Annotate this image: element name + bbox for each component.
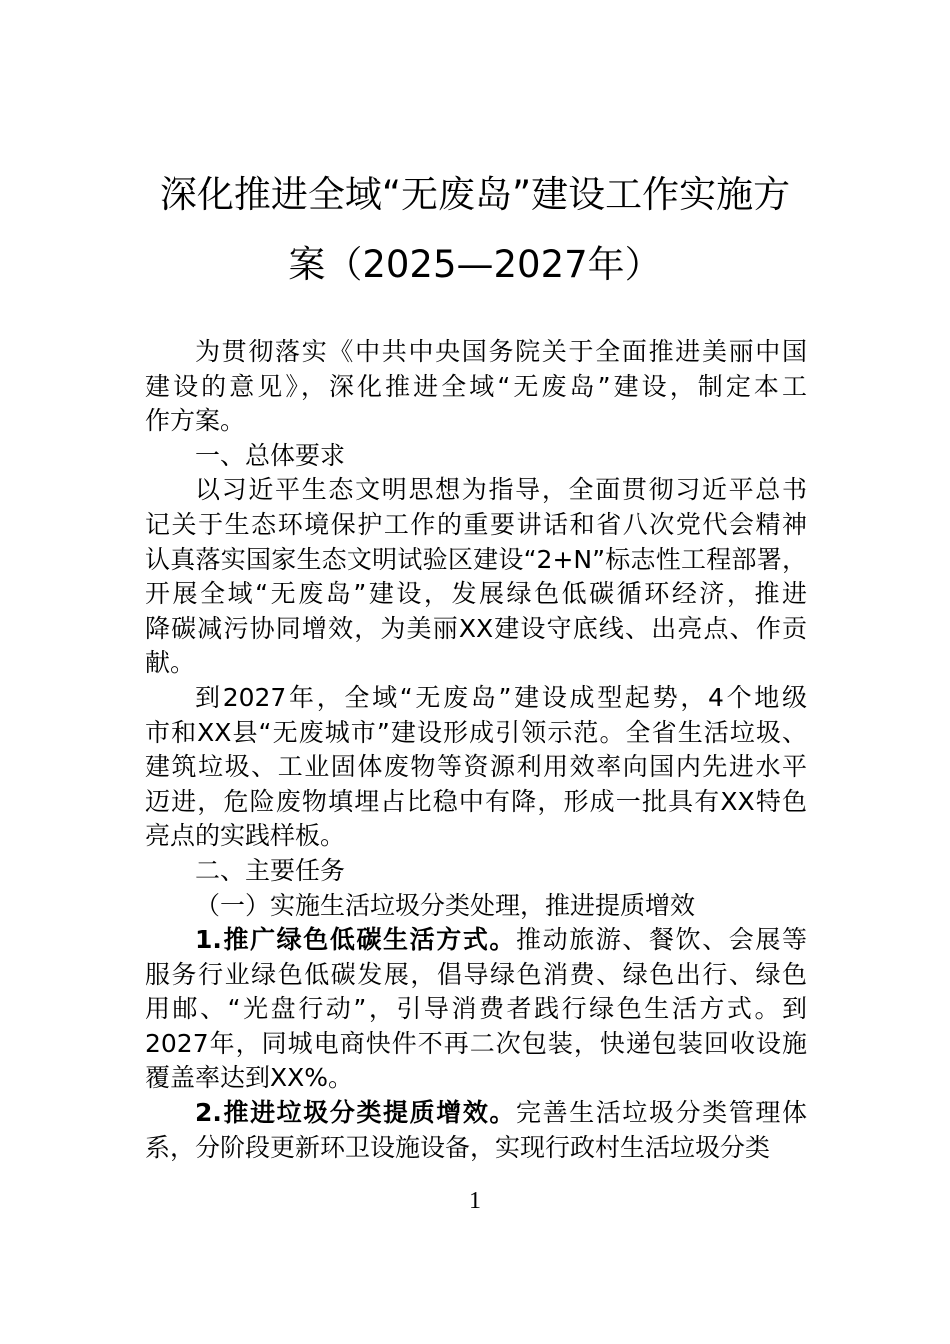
text-line [145,681,807,716]
line-text: 认真落实国家生态文明试验区建设“2+N”标志性工程部署， [145,544,807,574]
line-text: 以习近平生态文明思想为指导，全面贯彻习近平总书 [195,475,807,505]
bold-heading: 2.推进垃圾分类提质增效。 [195,1098,517,1128]
line-text: 一、总体要求 [195,440,346,470]
text-line [145,889,807,924]
line-text: 献。 [145,648,196,678]
text-line [145,923,807,958]
line-text: 完善生活垃圾分类管理体 [516,1098,807,1128]
line-text: 建设的意见》，深化推进全域“无废岛”建设，制定本工 [145,371,807,401]
line-text: 市和XX县“无废城市”建设形成引领示范。全省生活垃圾、 [145,717,807,747]
line-text: 用邮、“光盘行动”，引导消费者践行绿色生活方式。到 [145,994,807,1024]
text-line [145,577,807,612]
text-line [145,404,807,439]
text-line [145,716,807,751]
line-text: 降碳减污协同增效，为美丽XX建设守底线、出亮点、作贡 [145,613,807,643]
paragraph [145,854,807,889]
line-text: 为贯彻落实《中共中央国务院关于全面推进美丽中国 [195,337,807,366]
bold-heading: 1.推广绿色低碳生活方式。 [195,925,517,955]
text-line [145,370,807,405]
text-line [145,1027,807,1062]
line-text: 建筑垃圾、工业固体废物等资源利用效率向国内先进水平 [145,752,807,782]
text-line [145,335,807,370]
paragraph [145,439,807,474]
line-text: 系，分阶段更新环卫设施设备，实现行政村生活垃圾分类 [145,1132,771,1162]
text-line [145,1131,807,1166]
line-text: 服务行业绿色低碳发展，倡导绿色消费、绿色出行、绿色 [145,959,807,989]
line-text: 亮点的实践样板。 [145,821,346,851]
text-line [145,785,807,820]
line-text: 2027年，同城电商快件不再二次包装，快递包装回收设施 [145,1028,807,1058]
text-line [145,646,807,681]
document-body [145,335,807,1165]
text-line [145,543,807,578]
text-line [145,439,807,474]
paragraph [145,1096,807,1165]
paragraph [145,335,807,439]
text-line [145,819,807,854]
text-line [145,854,807,889]
text-line [145,508,807,543]
paragraph [145,889,807,924]
line-text: 推动旅游、餐饮、会展等 [516,925,807,955]
page-number: 1 [469,1188,481,1214]
text-line [145,473,807,508]
line-text: 记关于生态环境保护工作的重要讲话和省八次党代会精神 [145,509,807,539]
text-line [145,1061,807,1096]
text-line [145,992,807,1027]
line-text: （一）实施生活垃圾分类处理，推进提质增效 [195,890,696,920]
paragraph [145,923,807,1096]
line-text: 覆盖率达到XX%。 [145,1063,354,1093]
line-text: 二、主要任务 [195,855,346,885]
paragraph [145,473,807,681]
text-line [145,1096,807,1131]
document-title-line-1: 深化推进全域“无废岛”建设工作实施方 [159,173,791,216]
text-line [145,958,807,993]
line-text: 作方案。 [145,406,246,436]
text-line [145,612,807,647]
document-title-line-2: 案（2025—2027年） [288,243,662,286]
text-line [145,750,807,785]
line-text: 到2027年，全域“无废岛”建设成型起势，4个地级 [195,682,807,712]
line-text: 开展全域“无废岛”建设，发展绿色低碳循环经济，推进 [145,579,807,609]
line-text: 迈进，危险废物填埋占比稳中有降，形成一批具有XX特色 [145,786,807,816]
paragraph [145,681,807,854]
